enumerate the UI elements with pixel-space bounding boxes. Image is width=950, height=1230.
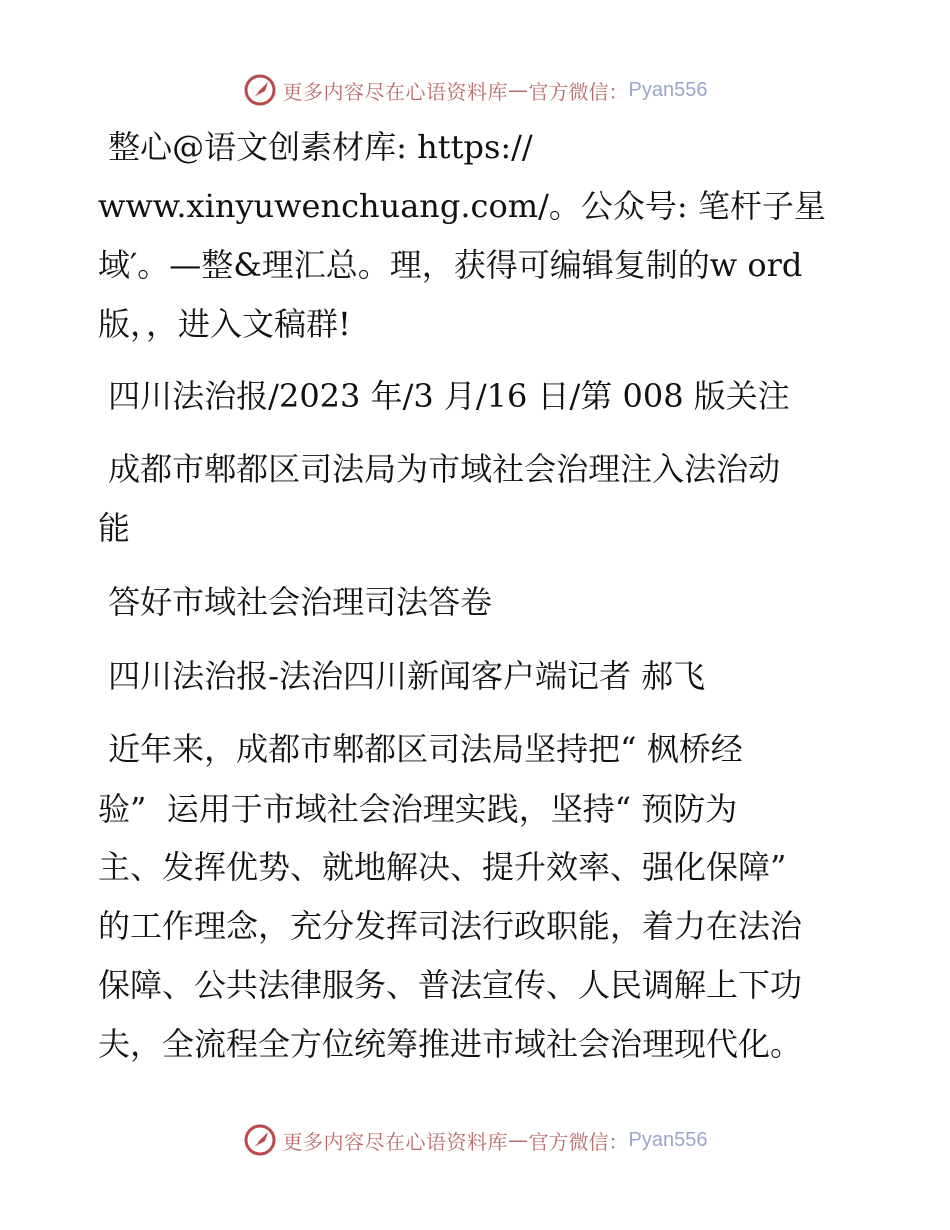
byline: 四川法治报-法治四川新闻客户端记者 郝飞	[98, 657, 706, 695]
watermark-dash: —	[508, 78, 529, 102]
subtitle: 答好市域社会治理司法答卷	[98, 583, 493, 621]
body-line: 的工作理念，充分发挥司法行政职能，着力在法治	[98, 907, 803, 945]
body-line: 夫，全流程全方位统筹推进市域社会治理现代化。	[98, 1025, 803, 1063]
watermark-wechat-label: 官方微信：	[528, 1129, 629, 1154]
body-line: 主、发挥优势、就地解决、提升效率、强化保障”	[98, 848, 787, 886]
body-line: 近年来，成都市郫都区司法局坚持把“ 枫桥经	[98, 730, 743, 768]
watermark-wechat-id: Pyan556	[628, 1128, 708, 1151]
promo-line-3: 域′。—整&理汇总。理，获得可编辑复制的w ord	[98, 246, 803, 284]
watermark-text: 更多内容尽在心语资料库	[282, 79, 509, 104]
watermark-text: 更多内容尽在心语资料库	[282, 1129, 509, 1154]
headline-line-2: 能	[98, 509, 131, 547]
promo-line-1: 整心@语文创素材库: https://	[98, 128, 533, 166]
watermark-banner-top	[0, 70, 950, 110]
headline-line-1: 成都市郫都区司法局为市域社会治理注入法治动	[98, 450, 781, 488]
quill-logo-icon	[243, 73, 277, 107]
promo-line-4: 版，，进入文稿群!	[98, 305, 351, 343]
watermark-dash: —	[508, 1128, 529, 1152]
body-line: 保障、公共法律服务、普法宣传、人民调解上下功	[98, 966, 803, 1004]
watermark-wechat-label: 官方微信：	[528, 79, 629, 104]
source-line: 四川法治报/2023 年/3 月/16 日/第 008 版关注	[98, 377, 790, 415]
body-line: 验” 运用于市域社会治理实践，坚持“ 预防为	[98, 790, 738, 828]
watermark-wechat-id: Pyan556	[628, 78, 708, 101]
watermark-banner-bottom	[0, 1120, 950, 1160]
promo-line-2: www.xinyuwenchuang.com/。公众号: 笔杆子星	[98, 187, 826, 225]
quill-logo-icon	[243, 1123, 277, 1157]
